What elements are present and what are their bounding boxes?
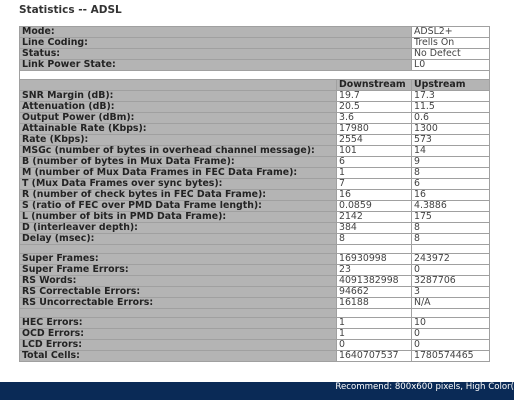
stat-row: [20, 135, 490, 146]
stat-label: SNR Margin (dB):: [20, 91, 337, 102]
downstream-value: 1: [337, 318, 412, 329]
summary-row-status: [20, 49, 490, 60]
stat-row: [20, 124, 490, 135]
downstream-value: 7: [337, 179, 412, 190]
stat-row: [20, 254, 490, 265]
upstream-value: 8: [412, 168, 490, 179]
downstream-value: 4091382998: [337, 276, 412, 287]
downstream-value: 20.5: [337, 102, 412, 113]
summary-label: Status:: [20, 49, 412, 60]
summary-value: No Defect: [412, 49, 490, 60]
stat-label: T (Mux Data Frames over sync bytes):: [20, 179, 337, 190]
stat-label: Attenuation (dB):: [20, 102, 337, 113]
stat-row: [20, 318, 490, 329]
upstream-value: 6: [412, 179, 490, 190]
stat-row: [20, 179, 490, 190]
upstream-value: 8: [412, 234, 490, 245]
footer-recommendation: Recommend: 800x600 pixels, High Color(: [335, 382, 514, 392]
downstream-header: Downstream: [337, 80, 412, 91]
stat-row: [20, 265, 490, 276]
downstream-value: 6: [337, 157, 412, 168]
stat-row: [20, 102, 490, 113]
downstream-value: 101: [337, 146, 412, 157]
downstream-value: 16930998: [337, 254, 412, 265]
spacer-row: [20, 245, 490, 254]
upstream-value: 175: [412, 212, 490, 223]
stat-row: [20, 190, 490, 201]
upstream-value: 0.6: [412, 113, 490, 124]
error-stats-group: [20, 318, 490, 362]
upstream-value: 10: [412, 318, 490, 329]
upstream-value: 243972: [412, 254, 490, 265]
upstream-value: 3287706: [412, 276, 490, 287]
page-title: Statistics -- ADSL: [19, 4, 122, 16]
stat-row: [20, 223, 490, 234]
downstream-value: 8: [337, 234, 412, 245]
stat-row: [20, 287, 490, 298]
summary-value: ADSL2+: [412, 27, 490, 38]
spacer-row: [20, 309, 490, 318]
stat-row: [20, 146, 490, 157]
summary-row-line-coding: [20, 38, 490, 49]
stat-label: RS Correctable Errors:: [20, 287, 337, 298]
upstream-value: 17.3: [412, 91, 490, 102]
stat-label: Super Frame Errors:: [20, 265, 337, 276]
stat-row: [20, 276, 490, 287]
upstream-value: 1780574465: [412, 351, 490, 362]
stat-label: RS Uncorrectable Errors:: [20, 298, 337, 309]
stat-label: Rate (Kbps):: [20, 135, 337, 146]
stat-row: [20, 212, 490, 223]
summary-value: L0: [412, 60, 490, 71]
line-stats-group: [20, 91, 490, 245]
stat-label: HEC Errors:: [20, 318, 337, 329]
downstream-value: 17980: [337, 124, 412, 135]
downstream-value: 23: [337, 265, 412, 276]
upstream-header: Upstream: [412, 80, 490, 91]
stat-label: Super Frames:: [20, 254, 337, 265]
stat-label: L (number of bits in PMD Data Frame):: [20, 212, 337, 223]
stat-label: M (number of Mux Data Frames in FEC Data Frame):: [20, 168, 337, 179]
stat-label: Delay (msec):: [20, 234, 337, 245]
stat-row: [20, 234, 490, 245]
upstream-value: 14: [412, 146, 490, 157]
downstream-value: 1640707537: [337, 351, 412, 362]
stat-label: D (interleaver depth):: [20, 223, 337, 234]
stat-label: S (ratio of FEC over PMD Data Frame length):: [20, 201, 337, 212]
upstream-value: 11.5: [412, 102, 490, 113]
adsl-statistics-table: [19, 26, 490, 362]
downstream-value: 16188: [337, 298, 412, 309]
stat-row: [20, 168, 490, 179]
downstream-value: 1: [337, 329, 412, 340]
upstream-value: 0: [412, 265, 490, 276]
frame-stats-group: [20, 254, 490, 309]
upstream-value: 1300: [412, 124, 490, 135]
stat-row: [20, 157, 490, 168]
summary-value: Trells On: [412, 38, 490, 49]
stat-label: B (number of bytes in Mux Data Frame):: [20, 157, 337, 168]
column-header-row: [20, 80, 490, 91]
stat-row: [20, 113, 490, 124]
stat-row: [20, 329, 490, 340]
stat-row: [20, 201, 490, 212]
summary-label: Mode:: [20, 27, 412, 38]
stat-label: RS Words:: [20, 276, 337, 287]
downstream-value: 2554: [337, 135, 412, 146]
stat-label: Total Cells:: [20, 351, 337, 362]
summary-label: Line Coding:: [20, 38, 412, 49]
upstream-value: 4.3886: [412, 201, 490, 212]
upstream-value: 16: [412, 190, 490, 201]
summary-row-link-power-state: [20, 60, 490, 71]
upstream-value: 8: [412, 223, 490, 234]
stat-row: [20, 298, 490, 309]
downstream-value: 1: [337, 168, 412, 179]
downstream-value: 19.7: [337, 91, 412, 102]
stat-label: MSGc (number of bytes in overhead channel message):: [20, 146, 337, 157]
upstream-value: 0: [412, 340, 490, 351]
upstream-value: N/A: [412, 298, 490, 309]
stat-row: [20, 340, 490, 351]
upstream-value: 9: [412, 157, 490, 168]
downstream-value: 3.6: [337, 113, 412, 124]
spacer-row: [20, 71, 490, 80]
summary-label: Link Power State:: [20, 60, 412, 71]
downstream-value: 16: [337, 190, 412, 201]
upstream-value: 3: [412, 287, 490, 298]
stat-label: R (number of check bytes in FEC Data Frame):: [20, 190, 337, 201]
stat-label: OCD Errors:: [20, 329, 337, 340]
upstream-value: 0: [412, 329, 490, 340]
summary-row-mode: [20, 27, 490, 38]
downstream-value: 384: [337, 223, 412, 234]
footer-bar: [0, 382, 514, 400]
downstream-value: 0.0859: [337, 201, 412, 212]
stat-label: Attainable Rate (Kbps):: [20, 124, 337, 135]
stat-row: [20, 91, 490, 102]
stat-label: Output Power (dBm):: [20, 113, 337, 124]
upstream-value: 573: [412, 135, 490, 146]
stat-row: [20, 351, 490, 362]
downstream-value: 2142: [337, 212, 412, 223]
stat-label: LCD Errors:: [20, 340, 337, 351]
downstream-value: 94662: [337, 287, 412, 298]
downstream-value: 0: [337, 340, 412, 351]
